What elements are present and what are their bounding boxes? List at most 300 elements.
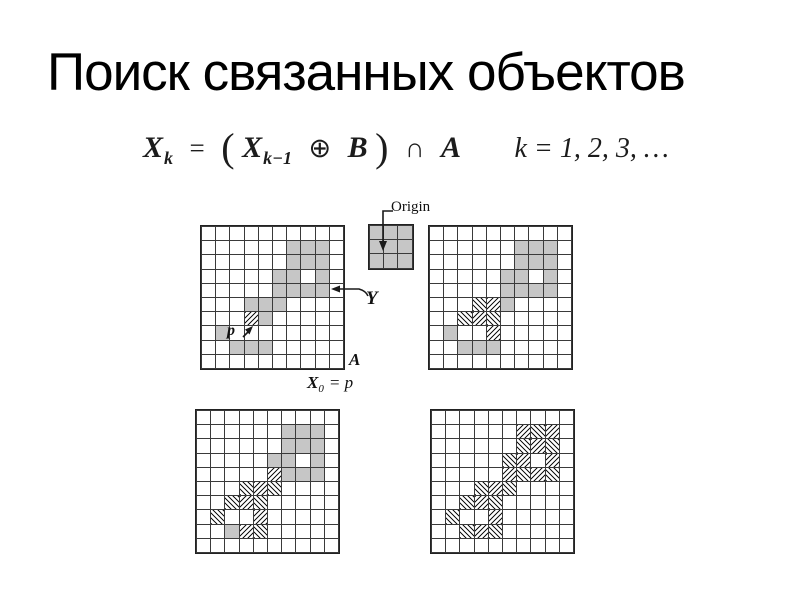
grid-cell (245, 227, 258, 240)
grid-cell (546, 454, 559, 467)
grid-cell (211, 539, 224, 552)
grid-cell (330, 355, 343, 368)
grid-cell (330, 284, 343, 297)
grid-cell (489, 468, 502, 481)
grid-cell (430, 227, 443, 240)
grid-cell (558, 355, 571, 368)
equals-sign: = (189, 133, 205, 163)
grid-cell (259, 227, 272, 240)
grid-cell (444, 270, 457, 283)
grid-cell (544, 227, 557, 240)
grid-cell (301, 341, 314, 354)
grid-cell (202, 241, 215, 254)
grid-cell (546, 468, 559, 481)
grid-cell (259, 270, 272, 283)
grid-cell (460, 482, 473, 495)
grid-cell (430, 341, 443, 354)
grid-cell (446, 482, 459, 495)
grid-cell (296, 482, 309, 495)
grid-cell (432, 525, 445, 538)
grid-cell (503, 454, 516, 467)
grid-cell (325, 439, 338, 452)
grid-cell (287, 255, 300, 268)
open-paren: ( (221, 125, 235, 170)
grid-cell (230, 227, 243, 240)
grid-cell (475, 454, 488, 467)
grid-cell (458, 298, 471, 311)
grid-cell (529, 241, 542, 254)
grid-cell (259, 241, 272, 254)
grid-cell (230, 284, 243, 297)
grid-cell (558, 298, 571, 311)
set-A-label: A (349, 350, 361, 369)
grid-cell (301, 298, 314, 311)
grid-cell (287, 227, 300, 240)
grid-cell (430, 312, 443, 325)
grid-cell (325, 411, 338, 424)
grid-cell (240, 468, 253, 481)
grid-cell (240, 482, 253, 495)
grid-cell (197, 425, 210, 438)
grid-cell (531, 425, 544, 438)
grid-cell (197, 510, 210, 523)
grid-cell (544, 326, 557, 339)
grid-cell (230, 241, 243, 254)
grid-cell (398, 240, 411, 253)
grid-cell (330, 298, 343, 311)
grid-cell (325, 510, 338, 523)
grid-cell (296, 454, 309, 467)
grid-cell (211, 439, 224, 452)
grid-cell (197, 468, 210, 481)
grid-cell (558, 284, 571, 297)
grid-cell (560, 525, 573, 538)
grid-cell (202, 312, 215, 325)
grid-cell (287, 341, 300, 354)
grid-cell (273, 284, 286, 297)
grid-cell (330, 241, 343, 254)
formula-X: X (143, 131, 164, 164)
grid-cell (460, 468, 473, 481)
grid-cell (473, 241, 486, 254)
grid-cell (211, 510, 224, 523)
grid-cell (273, 298, 286, 311)
grid-cell (546, 411, 559, 424)
grid-cell (240, 454, 253, 467)
grid-cell (311, 496, 324, 509)
grid-cell (325, 482, 338, 495)
close-paren: ) (375, 125, 389, 170)
grid-cell (558, 312, 571, 325)
grid-cell (517, 468, 530, 481)
grid-cell (296, 468, 309, 481)
grid-cell (432, 496, 445, 509)
grid-cell (432, 510, 445, 523)
grid-cell (268, 496, 281, 509)
grid-cell (489, 454, 502, 467)
grid-cell (216, 270, 229, 283)
grid-cell (245, 312, 258, 325)
grid-cell (316, 227, 329, 240)
grid-cell (430, 355, 443, 368)
formula-sub-k-1: k−1 (263, 148, 293, 168)
grid-cell (560, 482, 573, 495)
grid-cell (301, 326, 314, 339)
grid-cell (432, 439, 445, 452)
grid-cell (398, 254, 411, 267)
grid-cell (202, 284, 215, 297)
grid-cell (558, 255, 571, 268)
grid-cell (259, 355, 272, 368)
grid-cell (517, 454, 530, 467)
grid-cell (501, 341, 514, 354)
grid-cell (202, 341, 215, 354)
grid-cell (240, 525, 253, 538)
grid-cell (287, 355, 300, 368)
grid-cell (316, 270, 329, 283)
grid-final-component (430, 409, 575, 554)
grid-cell (311, 482, 324, 495)
grid-cell (211, 411, 224, 424)
grid-cell (446, 525, 459, 538)
grid-cell (475, 525, 488, 538)
grid-cell (330, 341, 343, 354)
grid-cell (330, 312, 343, 325)
grid-cell (529, 255, 542, 268)
grid-cell (458, 227, 471, 240)
grid-cell (225, 425, 238, 438)
grid-cell (216, 355, 229, 368)
grid-cell (460, 454, 473, 467)
grid-cell (475, 411, 488, 424)
grid-cell (544, 241, 557, 254)
grid-cell (216, 255, 229, 268)
grid-cell (487, 326, 500, 339)
grid-cell (225, 510, 238, 523)
grid-cell (301, 255, 314, 268)
grid-cell (211, 425, 224, 438)
grid-cell (444, 241, 457, 254)
grid-cell (558, 227, 571, 240)
grid-cell (487, 270, 500, 283)
grid-cell (475, 496, 488, 509)
grid-cell (216, 241, 229, 254)
grid-cell (432, 425, 445, 438)
formula-X-prev: X (242, 131, 263, 164)
grid-cell (384, 254, 397, 267)
grid-cell (489, 510, 502, 523)
grid-cell (446, 454, 459, 467)
grid-cell (330, 227, 343, 240)
grid-cell (230, 355, 243, 368)
grid-cell (273, 341, 286, 354)
grid-cell (311, 539, 324, 552)
grid-cell (197, 454, 210, 467)
grid-cell (517, 425, 530, 438)
grid-cell (446, 539, 459, 552)
grid-cell (325, 496, 338, 509)
grid-cell (211, 468, 224, 481)
grid-cell (259, 312, 272, 325)
grid-cell (268, 482, 281, 495)
grid-cell (296, 510, 309, 523)
grid-cell (501, 227, 514, 240)
grid-cell (268, 411, 281, 424)
grid-cell (316, 255, 329, 268)
grid-cell (546, 496, 559, 509)
grid-cell (529, 355, 542, 368)
grid-cell (398, 226, 411, 239)
grid-cell (430, 255, 443, 268)
grid-cell (254, 496, 267, 509)
grid-cell (531, 468, 544, 481)
grid-cell (444, 227, 457, 240)
grid-cell (473, 326, 486, 339)
grid-cell (211, 525, 224, 538)
grid-cell (446, 468, 459, 481)
grid-cell (460, 439, 473, 452)
grid-cell (330, 326, 343, 339)
grid-cell (560, 454, 573, 467)
grid-cell (473, 270, 486, 283)
grid-cell (487, 298, 500, 311)
grid-cell (225, 439, 238, 452)
grid-cell (430, 270, 443, 283)
grid-cell (487, 341, 500, 354)
grid-cell (529, 312, 542, 325)
grid-cell (301, 241, 314, 254)
grid-cell (517, 411, 530, 424)
origin-label: Origin (391, 199, 431, 215)
grid-cell (460, 510, 473, 523)
grid-cell (487, 312, 500, 325)
grid-cell (230, 298, 243, 311)
grid-cell (503, 439, 516, 452)
grid-cell (316, 298, 329, 311)
initial-condition-caption (307, 373, 353, 395)
grid-cell (316, 326, 329, 339)
grid-cell (225, 468, 238, 481)
grid-cell (515, 284, 528, 297)
grid-cell (531, 411, 544, 424)
grid-cell (254, 454, 267, 467)
grid-cell (544, 255, 557, 268)
grid-cell (311, 525, 324, 538)
grid-cell (282, 468, 295, 481)
grid-cell (202, 298, 215, 311)
grid-cell (430, 326, 443, 339)
dilation-operator: ⊕ (308, 133, 332, 163)
grid-cell (473, 227, 486, 240)
grid-cell (197, 525, 210, 538)
grid-cell (202, 326, 215, 339)
grid-cell (259, 255, 272, 268)
grid-cell (259, 284, 272, 297)
grid-cell (316, 341, 329, 354)
component-Y-label: Y (366, 288, 378, 309)
grid-cell (515, 312, 528, 325)
grid-cell (225, 411, 238, 424)
grid-cell (311, 425, 324, 438)
grid-cell (531, 439, 544, 452)
grid-cell (268, 425, 281, 438)
grid-cell (230, 270, 243, 283)
grid-cell (515, 326, 528, 339)
grid-cell (245, 341, 258, 354)
grid-cell (202, 227, 215, 240)
grid-cell (529, 270, 542, 283)
grid-cell (282, 525, 295, 538)
grid-cell (254, 525, 267, 538)
grid-cell (531, 539, 544, 552)
grid-cell (503, 411, 516, 424)
grid-cell (503, 482, 516, 495)
grid-cell (475, 482, 488, 495)
grid-cell (240, 411, 253, 424)
grid-cell (473, 341, 486, 354)
grid-cell (515, 241, 528, 254)
grid-cell (501, 326, 514, 339)
grid-cell (558, 326, 571, 339)
grid-cell (501, 312, 514, 325)
grid-cell (473, 255, 486, 268)
grid-cell (444, 355, 457, 368)
grid-cell (546, 525, 559, 538)
grid-cell (515, 270, 528, 283)
grid-cell (446, 496, 459, 509)
grid-cell (240, 439, 253, 452)
grid-cell (444, 312, 457, 325)
grid-cell (501, 298, 514, 311)
grid-cell (259, 326, 272, 339)
grid-iteration-2 (195, 409, 340, 554)
grid-cell (197, 539, 210, 552)
grid-cell (560, 510, 573, 523)
grid-cell (296, 539, 309, 552)
grid-cell (503, 468, 516, 481)
grid-cell (273, 241, 286, 254)
grid-cell (296, 411, 309, 424)
grid-cell (245, 355, 258, 368)
grid-cell (458, 270, 471, 283)
grid-cell (458, 355, 471, 368)
grid-cell (273, 227, 286, 240)
point-p-label: p (227, 322, 235, 339)
grid-cell (544, 312, 557, 325)
grid-cell (259, 298, 272, 311)
grid-cell (475, 425, 488, 438)
x0-equals-p: = p (328, 373, 354, 392)
grid-cell (544, 270, 557, 283)
grid-cell (489, 482, 502, 495)
grid-cell (460, 539, 473, 552)
grid-cell (558, 341, 571, 354)
grid-cell (282, 496, 295, 509)
formula-A: A (440, 131, 461, 164)
structuring-element-B (368, 224, 414, 270)
grid-cell (489, 496, 502, 509)
grid-cell (273, 255, 286, 268)
grid-cell (446, 510, 459, 523)
grid-cell (444, 284, 457, 297)
grid-cell (473, 298, 486, 311)
grid-cell (211, 454, 224, 467)
formula-B: B (347, 131, 368, 164)
grid-cell (268, 468, 281, 481)
grid-cell (489, 539, 502, 552)
grid-cell (544, 341, 557, 354)
grid-cell (458, 326, 471, 339)
grid-cell (254, 425, 267, 438)
grid-cell (197, 496, 210, 509)
grid-cell (311, 510, 324, 523)
grid-cell (546, 539, 559, 552)
grid-cell (489, 425, 502, 438)
grid-cell (282, 425, 295, 438)
grid-cell (211, 482, 224, 495)
grid-cell (544, 284, 557, 297)
grid-cell (211, 496, 224, 509)
grid-cell (311, 439, 324, 452)
grid-cell (489, 439, 502, 452)
grid-cell (230, 341, 243, 354)
grid-cell (460, 425, 473, 438)
grid-cell (558, 270, 571, 283)
grid-cell (460, 496, 473, 509)
grid-cell (487, 227, 500, 240)
grid-set-A-with-p (200, 225, 345, 370)
grid-cell (432, 411, 445, 424)
grid-cell (458, 284, 471, 297)
grid-cell (430, 298, 443, 311)
grid-cell (245, 241, 258, 254)
grid-cell (487, 241, 500, 254)
grid-cell (197, 411, 210, 424)
grid-cell (225, 454, 238, 467)
grid-cell (432, 482, 445, 495)
grid-cell (225, 525, 238, 538)
grid-cell (517, 525, 530, 538)
grid-cell (370, 254, 383, 267)
grid-cell (446, 439, 459, 452)
grid-cell (311, 454, 324, 467)
grid-cell (501, 255, 514, 268)
grid-cell (268, 510, 281, 523)
grid-cell (546, 425, 559, 438)
grid-cell (197, 482, 210, 495)
grid-cell (446, 425, 459, 438)
grid-cell (370, 226, 383, 239)
page-title: Поиск связанных объектов (47, 43, 685, 102)
grid-cell (531, 510, 544, 523)
grid-cell (460, 411, 473, 424)
grid-cell (560, 425, 573, 438)
grid-cell (273, 355, 286, 368)
grid-cell (515, 355, 528, 368)
formula-sub-k: k (164, 148, 174, 168)
grid-cell (225, 482, 238, 495)
grid-cell (384, 226, 397, 239)
grid-cell (517, 539, 530, 552)
grid-cell (325, 468, 338, 481)
grid-cell (296, 496, 309, 509)
grid-cell (501, 241, 514, 254)
grid-cell (245, 255, 258, 268)
grid-cell (325, 454, 338, 467)
grid-cell (202, 255, 215, 268)
grid-cell (531, 496, 544, 509)
grid-cell (301, 355, 314, 368)
